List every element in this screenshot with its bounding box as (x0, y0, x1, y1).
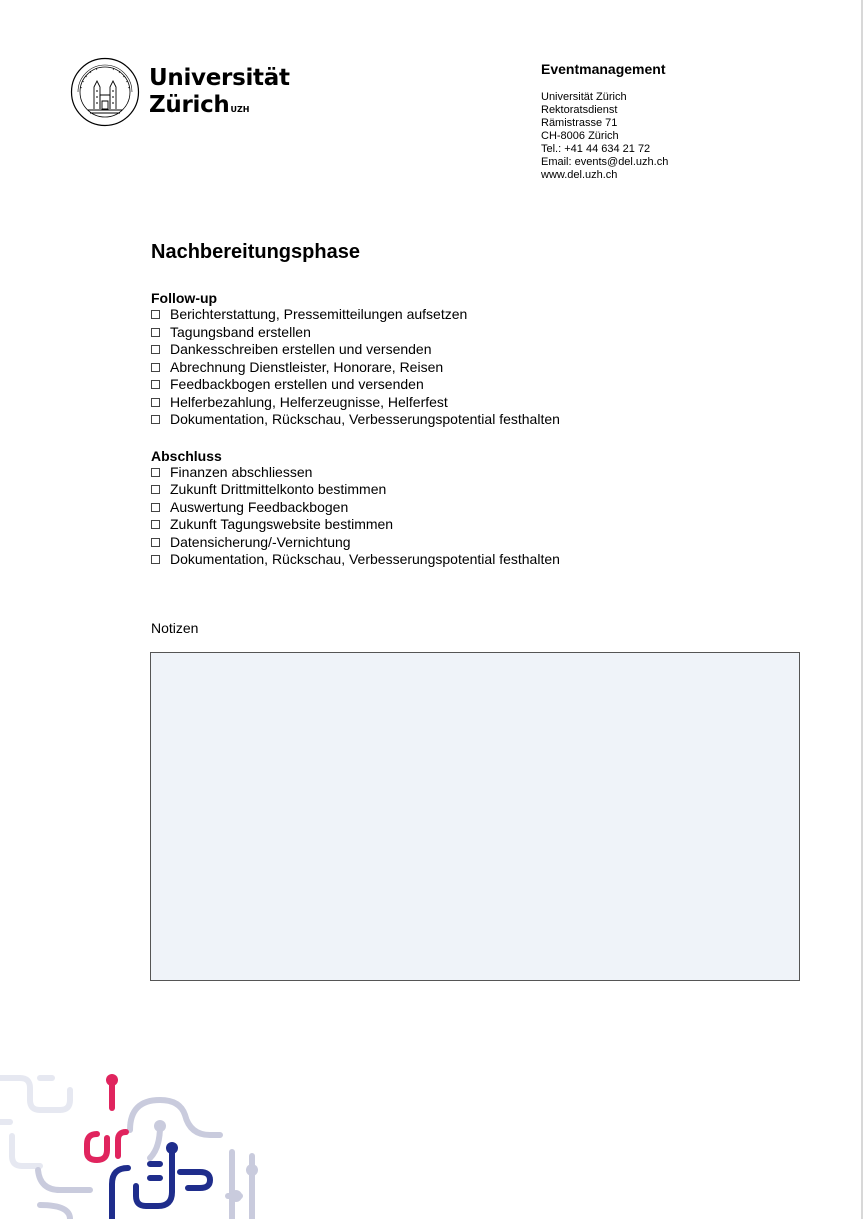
checklist-item[interactable] (151, 394, 801, 412)
checkbox-icon[interactable] (151, 538, 160, 547)
checkbox-icon[interactable] (151, 468, 160, 477)
checklist-item-label: Berichterstattung, Pressemitteilungen aufsetzen (170, 306, 468, 322)
checkbox-icon[interactable] (151, 328, 160, 337)
checkbox-icon[interactable] (151, 310, 160, 319)
checklist-item[interactable] (151, 341, 801, 359)
contact-line: Universität Zürich (541, 91, 627, 103)
checklist-item[interactable] (151, 324, 801, 342)
contact-phone: Tel.: +41 44 634 21 72 (541, 143, 651, 155)
contact-line: Rämistrasse 71 (541, 117, 618, 129)
section-abschluss (151, 448, 801, 569)
wordmark-line2: Zürich (149, 92, 230, 118)
checklist-item-label: Zukunft Tagungswebsite bestimmen (170, 516, 394, 532)
checklist-item-label: Auswertung Feedbackbogen (170, 498, 349, 515)
checkbox-icon[interactable] (151, 380, 160, 389)
checklist-item-label: Datensicherung/-Vernichtung (170, 533, 351, 550)
contact-line: CH-8006 Zürich (541, 130, 619, 142)
checklist-item-label: Dankesschreiben erstellen und versenden (170, 341, 432, 357)
checklist-item[interactable] (151, 359, 801, 377)
checklist-item[interactable] (151, 534, 801, 552)
decorative-pattern (0, 1060, 300, 1219)
section-title: Follow-up (151, 290, 218, 306)
university-wordmark (149, 65, 290, 119)
checklist-item-label: Helferbezahlung, Helferzeugnisse, Helferfest (170, 393, 448, 410)
checkbox-icon[interactable] (151, 398, 160, 407)
contact-email[interactable]: Email: events@del.uzh.ch (541, 156, 669, 168)
checklist-item[interactable] (151, 551, 801, 569)
checklist-item-label: Feedbackbogen erstellen und versenden (170, 376, 424, 392)
checklist-item-label: Abrechnung Dienstleister, Honorare, Reisen (170, 358, 444, 375)
checklist-item-label: Dokumentation, Rückschau, Verbesserungspotential festhalten (170, 411, 560, 427)
checklist-item[interactable] (151, 481, 801, 499)
university-logo (70, 57, 290, 129)
contact-block (541, 61, 668, 182)
page-title: Nachbereitungsphase (151, 241, 360, 263)
checklist-item[interactable] (151, 411, 801, 429)
checkbox-icon[interactable] (151, 485, 160, 494)
checklist-item[interactable] (151, 376, 801, 394)
checkbox-icon[interactable] (151, 363, 160, 372)
checkbox-icon[interactable] (151, 503, 160, 512)
wordmark-sup: UZH (230, 105, 250, 114)
checkbox-icon[interactable] (151, 555, 160, 564)
checklist-item-label: Dokumentation, Rückschau, Verbesserungspotential festhalten (170, 551, 560, 567)
university-seal-icon (70, 57, 140, 127)
contact-title: Eventmanagement (541, 61, 666, 77)
contact-website[interactable]: www.del.uzh.ch (541, 169, 618, 181)
section-title: Abschluss (151, 447, 222, 464)
checklist-item[interactable] (151, 499, 801, 517)
section-follow-up (151, 290, 801, 429)
checkbox-icon[interactable] (151, 520, 160, 529)
contact-line: Rektoratsdienst (541, 104, 618, 116)
checklist-item-label: Finanzen abschliessen (170, 463, 313, 480)
checkbox-icon[interactable] (151, 345, 160, 354)
checklist-item[interactable] (151, 516, 801, 534)
wordmark-line1: Universität (149, 65, 290, 91)
checklist-item-label: Tagungsband erstellen (170, 323, 311, 340)
notes-field[interactable] (150, 652, 800, 981)
main-content (151, 240, 801, 569)
notes-label: Notizen (151, 620, 199, 636)
checklist-item[interactable] (151, 306, 801, 324)
checklist-item[interactable] (151, 464, 801, 482)
checkbox-icon[interactable] (151, 415, 160, 424)
checklist-item-label: Zukunft Drittmittelkonto bestimmen (170, 481, 387, 497)
